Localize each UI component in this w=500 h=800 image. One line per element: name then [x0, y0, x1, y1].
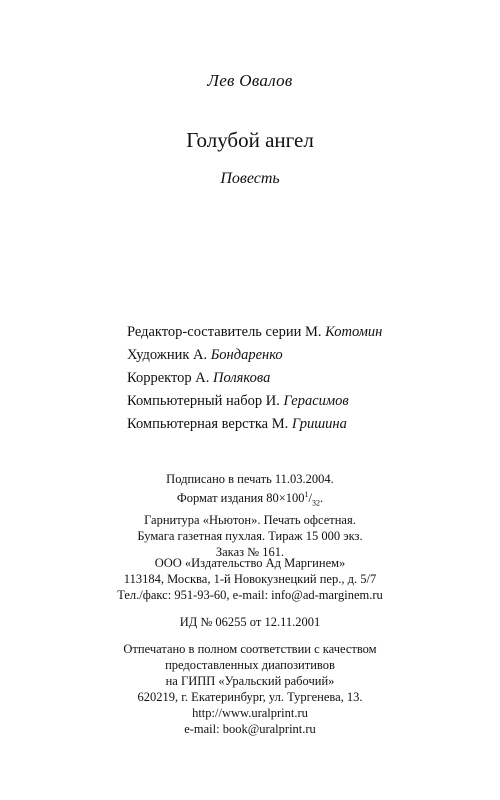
credit-person: Гришина — [291, 416, 347, 432]
imprint-format: Формат издания $80\times 100^1/_{32}$. — [176, 490, 324, 508]
format-numerator: 1 — [304, 490, 309, 499]
publisher-contact: Тел./факс: 951-93-60, e-mail: info@ad-marginem.ru — [117, 588, 383, 602]
credit-role: Компьютерная верстка М. — [127, 416, 292, 432]
printer-email: e-mail: book@uralprint.ru — [184, 722, 316, 736]
credit-proofreader — [127, 367, 382, 390]
imprint-order: Заказ № 161. — [215, 544, 285, 559]
credit-editor — [127, 321, 382, 344]
credit-person: Герасимов — [283, 393, 349, 409]
author-name: Лев Овалов — [207, 71, 293, 90]
format-prefix: Формат издания 80×100 — [176, 491, 305, 506]
imprint-paper: Бумага газетная пухлая. Тираж 15 000 экз. — [137, 528, 363, 543]
printer-website: http://www.uralprint.ru — [192, 706, 308, 720]
publisher-name: ООО «Издательство Ад Маргинем» — [154, 556, 346, 570]
imprint-typeface: Гарнитура «Ньютон». Печать офсетная. — [144, 512, 356, 527]
credit-person: Полякова — [212, 370, 271, 386]
credit-layout — [127, 413, 382, 436]
book-title: Голубой ангел — [186, 128, 314, 152]
publisher-block — [0, 555, 500, 603]
printer-line-2: предоставленных диапозитивов — [165, 658, 335, 672]
credit-typesetting — [127, 390, 382, 413]
credit-role: Редактор-составитель серии М. — [127, 324, 326, 340]
format-denominator: 32 — [312, 498, 321, 508]
imprint-block — [0, 471, 500, 560]
credit-person: Бондаренко — [210, 347, 283, 363]
license-number: ИД № 06255 от 12.11.2001 — [179, 615, 321, 629]
book-subtitle: Повесть — [220, 170, 280, 187]
printer-block — [0, 641, 500, 737]
credit-role: Компьютерный набор И. — [127, 393, 284, 409]
credit-artist — [127, 344, 382, 367]
credit-role: Корректор А. — [127, 370, 213, 386]
credit-person: Котомин — [325, 324, 383, 340]
imprint-signed: Подписано в печать 11.03.2004. — [166, 472, 334, 486]
credit-role: Художник А. — [127, 347, 211, 363]
publisher-address: 113184, Москва, 1-й Новокузнецкий пер., д. 5/7 — [123, 572, 377, 586]
printer-line-1: Отпечатано в полном соответствии с качеством — [123, 642, 377, 656]
credits-block — [127, 321, 382, 436]
printer-address: 620219, г. Екатеринбург, ул. Тургенева, 13. — [137, 690, 363, 704]
printer-line-3: на ГИПП «Уральский рабочий» — [165, 674, 335, 688]
format-suffix: . — [320, 491, 324, 506]
